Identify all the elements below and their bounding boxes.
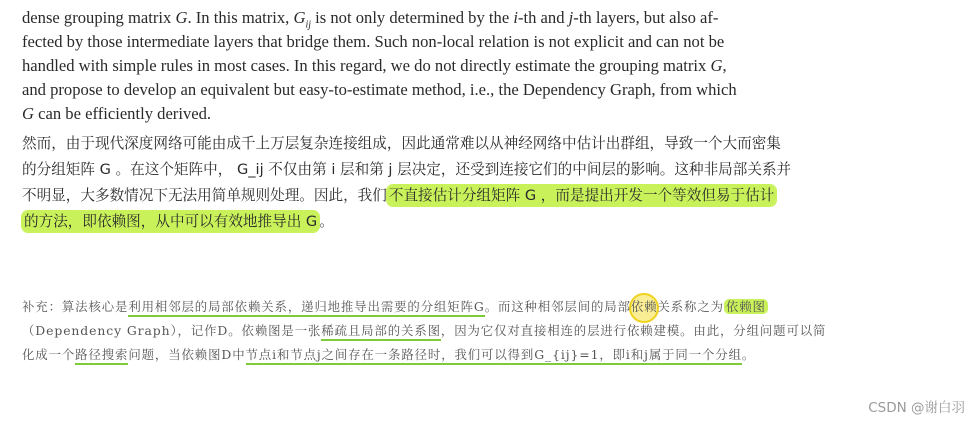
- chinese-line: [22, 209, 942, 235]
- highlighted-text: 不直接估计分组矩阵 G ，而是提出开发一个等效但易于估计: [388, 187, 775, 204]
- english-line: handled with simple rules in most cases. In this regard, we do not directly estimate the grouping matrix G,: [22, 56, 727, 75]
- english-line: and propose to develop an equivalent but easy-to-estimate method, i.e., the Dependency Graph, from which: [22, 80, 737, 99]
- note-line: [22, 343, 962, 367]
- chinese-line: 的分组矩阵 G 。在这个矩阵中， G_ij 不仅由第 i 层和第 j 层决定，还受到连接它们的中间层的影响。这种非局部关系并: [22, 161, 792, 178]
- underlined-text: 稀疏且局部的关系图: [321, 323, 441, 341]
- chinese-paragraph: [22, 131, 942, 235]
- english-paragraph: [22, 6, 942, 126]
- note-line: [22, 295, 962, 319]
- note-text: 化成一个: [22, 347, 76, 362]
- note-text: 问题，当依赖图D中: [128, 347, 246, 362]
- note-text: （Dependency Graph），记作D。依赖图是一张: [22, 323, 322, 338]
- chinese-text: 。: [319, 213, 334, 230]
- english-line: fected by those intermediate layers that bridge them. Such non-local relation is not explicit and can not be: [22, 32, 725, 51]
- note-text: ，因为它仅对直接相连的层进行依赖建模。由此，分组问题可以简: [440, 323, 827, 338]
- note-text: 补充：算法核心是: [22, 299, 129, 314]
- chinese-line: [22, 183, 942, 209]
- underlined-text: 节点i和节点j之间存在一条路径时，我们可以得到G_{ij}=1，即i和j属于同一个分组: [246, 347, 742, 365]
- underlined-text: 路径搜索: [75, 347, 128, 365]
- note-text: 。而这种相邻层间的局部依赖关系称之为: [484, 299, 724, 314]
- english-line: G can be efficiently derived.: [22, 104, 212, 123]
- highlighted-text: 依赖图: [725, 299, 766, 314]
- highlighted-text: 的方法，即依赖图，从中可以有效地推导出 G: [24, 213, 318, 230]
- english-line: dense grouping matrix G. In this matrix, $G_{ij}$ is not only determined by the i-th and j-th layers, but also af-: [22, 8, 719, 31]
- note-line: [22, 319, 962, 343]
- supplement-note: [22, 295, 962, 367]
- watermark: CSDN @谢白羽: [868, 400, 965, 416]
- chinese-line: 然而，由于现代深度网络可能由成千上万层复杂连接组成，因此通常难以从神经网络中估计出群组，导致一个大而密集: [22, 135, 781, 152]
- underlined-text: 利用相邻层的局部依赖关系，递归地推导出需要的分组矩阵G: [128, 299, 484, 317]
- note-text: 。: [741, 347, 756, 362]
- chinese-text: 不明显，大多数情况下无法用简单规则处理。因此，我们: [22, 187, 387, 204]
